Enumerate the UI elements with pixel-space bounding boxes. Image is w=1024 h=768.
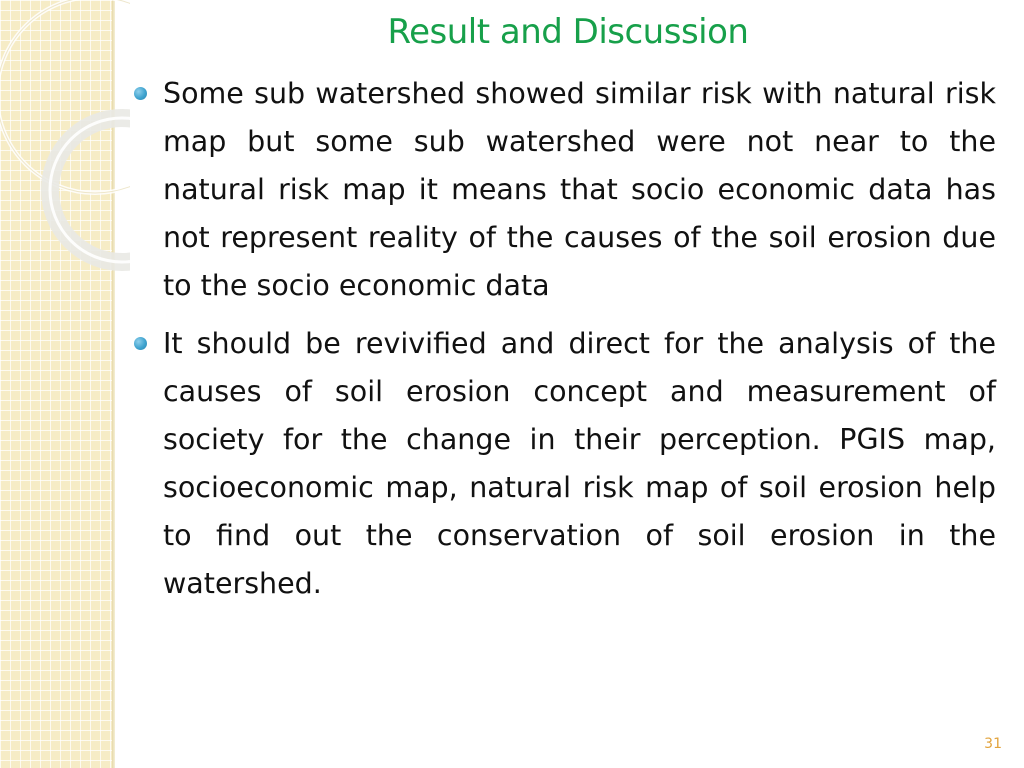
- bullet-text: Some sub watershed showed similar risk with natural risk map but some sub watershed were not near to the natural risk map it means that socio economic data has not represent reality of the causes of the soil erosion due to the socio economic data: [163, 77, 996, 302]
- side-panel-edge: [112, 0, 115, 768]
- bullet-dot-icon: [134, 337, 147, 350]
- bullet-item: [134, 70, 996, 310]
- bullet-dot-icon: [134, 87, 147, 100]
- bullet-text: It should be revivified and direct for the analysis of the causes of soil erosion concept and measurement of society for the change in their perception. PGIS map, socioeconomic map, natural risk map of soil erosion help to find out the conservation of soil erosion in the watershed.: [163, 327, 996, 600]
- bullet-list: [134, 70, 996, 618]
- bullet-item: [134, 320, 996, 608]
- decorative-side-panel: [0, 0, 112, 768]
- slide-title: Result and Discussion: [387, 12, 749, 52]
- page-number: 31: [984, 736, 1002, 752]
